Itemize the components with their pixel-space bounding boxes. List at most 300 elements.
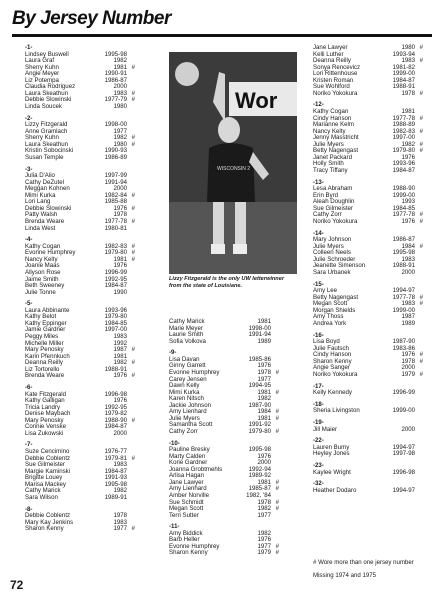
player-name: Amy Biddick xyxy=(169,529,203,537)
jersey-group xyxy=(313,102,441,174)
player-name: Laura Skeathun xyxy=(25,89,69,97)
player-years: 1987 xyxy=(113,346,127,354)
player-name: Lauren Bumy xyxy=(313,443,350,451)
player-years: 1996-99 xyxy=(392,389,415,397)
player-years: 1977-78 xyxy=(392,114,415,122)
player-name: Sara Urbanek xyxy=(313,268,351,276)
player-name: Nancy Kelty xyxy=(313,127,346,135)
player-name: Julie Fautsch xyxy=(313,344,349,352)
player-name: Korie Gardner xyxy=(169,459,208,467)
player-name: Debbie Coblentz xyxy=(25,454,71,462)
header-rule xyxy=(12,34,432,37)
jersey-number: -14- xyxy=(313,229,324,237)
multi-number-mark: # xyxy=(131,204,135,212)
player-name: Erin Byrd xyxy=(313,191,339,199)
multi-number-mark: # xyxy=(419,357,423,365)
player-name: Angie Sanger xyxy=(313,364,350,372)
player-years: 1983 xyxy=(113,89,127,97)
jersey-number: -6- xyxy=(25,383,33,391)
player-years: 1997-98 xyxy=(392,450,415,458)
multi-number-mark: # xyxy=(131,372,135,380)
player-name: Debbie Coblentz xyxy=(25,512,71,520)
player-name: Debbie Slowinski xyxy=(25,96,72,104)
player-name: Kaylee Wright xyxy=(313,468,351,476)
player-name: Margie Kaminski xyxy=(25,467,71,475)
player-name: Lindsey Buswell xyxy=(25,50,69,58)
player-name: Morgan Shields xyxy=(313,306,356,314)
player-years: 1996-98 xyxy=(104,390,127,398)
player-years: 1992 xyxy=(113,339,127,347)
player-years: 1994-95 xyxy=(248,382,271,390)
player-name: Brenda Weare xyxy=(25,218,65,225)
multi-number-mark: # xyxy=(131,191,135,199)
player-name: Amber Norville xyxy=(169,491,209,499)
multi-number-mark: # xyxy=(419,300,423,308)
player-name: Jane Lawyer xyxy=(169,478,204,486)
player-years: 1982 xyxy=(113,487,127,495)
player-years: 1982 xyxy=(257,529,271,537)
player-name: Meggan Kohnen xyxy=(25,185,70,193)
player-years: 1986-89 xyxy=(104,153,127,161)
player-years: 1991-92 xyxy=(248,421,271,429)
player-row xyxy=(25,226,153,233)
player-years: 1979-80 xyxy=(104,313,127,321)
player-years: 1977 xyxy=(113,525,127,533)
player-name: Nancy Kelty xyxy=(25,255,58,263)
player-years: 2000 xyxy=(401,268,415,276)
jersey-number: -7- xyxy=(25,441,33,449)
player-years: 1983 xyxy=(113,461,127,469)
player-years: 1997-99 xyxy=(104,172,127,180)
player-years: 1982 xyxy=(113,359,127,367)
player-name: Andrea York xyxy=(313,319,347,327)
player-years: 1977 xyxy=(257,511,271,519)
jersey-group xyxy=(169,319,297,345)
player-row xyxy=(169,429,297,436)
player-name: Sue Schmidt xyxy=(169,498,204,506)
roster-column-2 xyxy=(169,319,297,562)
jersey-number: -18- xyxy=(313,400,324,408)
player-years: 1977-78 xyxy=(104,218,127,225)
player-years: 1977 xyxy=(257,375,271,383)
player-years: 1981 xyxy=(257,478,271,486)
multi-number-mark: # xyxy=(131,249,135,257)
player-name: Colleen Neels xyxy=(313,249,351,257)
player-years: 1979-82 xyxy=(104,410,127,418)
player-years: 1981 xyxy=(113,63,127,71)
player-years: 1994-97 xyxy=(392,287,415,295)
player-years: 1976 xyxy=(401,153,415,161)
player-name: Kelli Luther xyxy=(313,50,344,58)
jersey-number: -32- xyxy=(313,480,324,488)
player-years: 1993 xyxy=(401,198,415,206)
player-name: Heyley Jones xyxy=(313,450,350,458)
player-years: 1988-89 xyxy=(392,121,415,129)
player-years: 1995-98 xyxy=(248,446,271,454)
multi-number-mark: # xyxy=(419,293,423,301)
multi-number-mark: # xyxy=(131,242,135,250)
player-years: 2000 xyxy=(113,429,127,437)
jersey-number: -8- xyxy=(25,505,33,513)
player-name: Evonne Humphrey xyxy=(169,542,220,550)
player-name: Sharon Kenny xyxy=(25,525,64,533)
player-name: Sheria Livingston xyxy=(313,407,360,415)
player-row xyxy=(313,408,441,415)
player-name: Laura Graf xyxy=(25,57,55,65)
player-years: 1980-81 xyxy=(104,224,127,232)
jersey-number: -17- xyxy=(313,382,324,390)
player-years: 2000 xyxy=(113,185,127,193)
jersey-number: -23- xyxy=(313,461,324,469)
player-years: 1999-00 xyxy=(392,191,415,199)
jersey-group xyxy=(25,385,153,437)
player-name: Mary Johnson xyxy=(313,236,352,244)
jersey-group xyxy=(313,45,441,97)
player-years: 1993-94 xyxy=(392,50,415,58)
player-years: 1976 xyxy=(257,362,271,370)
jersey-group xyxy=(25,45,153,111)
player-name: Julia D'Alio xyxy=(25,172,55,180)
player-name: Sue Gilmeister xyxy=(313,204,353,212)
player-name: Lori Lang xyxy=(25,198,51,206)
player-row xyxy=(25,373,153,380)
player-name: Mary Penosky xyxy=(25,416,64,424)
player-years: 1991-94 xyxy=(248,331,271,339)
multi-number-mark: # xyxy=(275,485,279,493)
player-years: 1987 xyxy=(401,313,415,321)
jersey-number: -1- xyxy=(25,44,33,51)
player-years: 1987-90 xyxy=(392,338,415,346)
roster-notes xyxy=(313,560,441,585)
player-years: 1989-91 xyxy=(104,493,127,501)
player-years: 1984-85 xyxy=(392,204,415,212)
player-name: Jill Maier xyxy=(313,425,338,433)
player-years: 1981 xyxy=(401,108,415,116)
player-years: 1980 xyxy=(113,102,127,110)
player-name: Mary Penosky xyxy=(25,346,64,354)
player-name: Karen Nitsch xyxy=(169,395,204,403)
player-years: 1976 xyxy=(257,452,271,460)
player-name: Jaime Smith xyxy=(25,275,59,283)
multi-number-mark: # xyxy=(419,44,423,51)
player-years: 2000 xyxy=(257,459,271,467)
player-name: Liz Tortorello xyxy=(25,365,60,373)
player-years: 1978 xyxy=(113,512,127,520)
player-name: Linda Soucek xyxy=(25,102,62,110)
player-name: Betty Nagengast xyxy=(313,147,359,155)
player-years: 1998-00 xyxy=(104,121,127,129)
player-years: 1992-95 xyxy=(104,403,127,411)
player-row xyxy=(169,550,297,557)
player-name: Brigitte Louey xyxy=(25,474,63,482)
multi-number-mark: # xyxy=(419,127,423,135)
player-name: Amy Lienhard xyxy=(169,408,207,416)
player-row xyxy=(25,155,153,162)
multi-number-mark: # xyxy=(131,525,135,533)
player-years: 1982, '84 xyxy=(246,491,271,499)
player-years: 1994-97 xyxy=(392,443,415,451)
player-years: 1999-00 xyxy=(392,70,415,78)
player-years: 1979-80 xyxy=(392,147,415,155)
jersey-number: -15- xyxy=(313,280,324,288)
multi-number-mark: # xyxy=(275,505,279,513)
player-name: Jamie Gardner xyxy=(25,326,66,334)
player-name: Mimi Kurka xyxy=(169,388,200,396)
player-name: Kathy Eppinger xyxy=(25,319,67,327)
jersey-group xyxy=(313,481,441,494)
player-years: 1979-81 xyxy=(104,454,127,462)
player-name: Holly Smith xyxy=(313,160,344,168)
player-row xyxy=(313,470,441,477)
multi-number-mark: # xyxy=(419,217,423,225)
player-years: 1976 xyxy=(113,397,127,405)
player-years: 1983-86 xyxy=(392,344,415,352)
player-name: Deanna Reilly xyxy=(25,359,63,367)
player-name: Cindy Hanson xyxy=(313,351,352,359)
player-name: Debbie Slowinski xyxy=(25,204,72,212)
multi-number-mark: # xyxy=(131,140,135,148)
player-years: 1982 xyxy=(257,505,271,513)
jersey-group xyxy=(169,350,297,435)
multi-number-mark: # xyxy=(419,147,423,155)
player-name: Peggy Miles xyxy=(25,333,59,341)
player-years: 1981-82 xyxy=(392,63,415,71)
player-name: Joanie Maas xyxy=(25,262,60,270)
player-name: Cathy Marick xyxy=(169,318,205,325)
player-years: 1982 xyxy=(113,57,127,65)
player-years: 1982-83 xyxy=(104,242,127,250)
player-years: 1984 xyxy=(401,242,415,250)
player-name: Susan Temple xyxy=(25,153,64,161)
player-years: 1989 xyxy=(401,319,415,327)
player-name: Samantha Scott xyxy=(169,421,213,429)
player-years: 1984-87 xyxy=(104,423,127,431)
player-name: Evonne Humphrey xyxy=(25,249,76,257)
player-name: Cathy Zorr xyxy=(169,427,198,435)
multi-number-mark: # xyxy=(275,478,279,486)
jersey-group xyxy=(25,507,153,533)
player-years: 1996-98 xyxy=(392,468,415,476)
player-name: Marianne Kelm xyxy=(313,121,354,129)
player-name: Lesa Abraham xyxy=(313,185,353,193)
player-row xyxy=(25,431,153,438)
player-years: 1995-98 xyxy=(104,50,127,58)
jersey-group xyxy=(169,441,297,520)
player-years: 1976 xyxy=(113,204,127,212)
banner-text: Wor xyxy=(235,88,278,113)
player-name: Noriko Yokokura xyxy=(313,370,358,378)
jersey-number: -4- xyxy=(25,236,33,244)
player-years: 1989-92 xyxy=(248,472,271,480)
jersey-group xyxy=(169,524,297,557)
player-name: Laurie Smith xyxy=(169,331,204,339)
jersey-number: -13- xyxy=(313,178,324,186)
player-years: 1980 xyxy=(113,140,127,148)
player-years: 1987-90 xyxy=(248,401,271,409)
player-years: 1984-85 xyxy=(104,319,127,327)
player-name: Arlisa Hagan xyxy=(169,472,204,480)
jersey-group xyxy=(313,463,441,476)
player-years: 1983 xyxy=(113,333,127,341)
player-name: Joanna Grobtmehls xyxy=(169,465,223,473)
player-name: Suze Cencimino xyxy=(25,448,70,456)
player-name: Liz Potempa xyxy=(25,76,59,84)
page-header xyxy=(12,8,432,36)
multi-number-mark: # xyxy=(275,498,279,506)
player-name: Tracy Tiffany xyxy=(313,166,348,174)
jersey-group xyxy=(313,384,441,397)
player-name: Jackie Johnson xyxy=(169,401,212,409)
player-name: Anne Gramlach xyxy=(25,127,68,135)
multi-number-mark: # xyxy=(131,134,135,142)
player-years: 1981 xyxy=(257,388,271,396)
player-name: Karin Pfennkuch xyxy=(25,352,70,360)
multi-number-mark: # xyxy=(131,63,135,71)
multi-number-mark: # xyxy=(275,408,279,416)
player-years: 1986-87 xyxy=(392,236,415,244)
jersey-number: -16- xyxy=(313,331,324,339)
player-years: 1983 xyxy=(113,518,127,526)
player-years: 1981 xyxy=(113,255,127,263)
player-name: Jane Lawyer xyxy=(313,44,348,51)
player-photo xyxy=(169,52,297,274)
player-name: Deanna Reilly xyxy=(313,57,351,65)
player-name: Julie Myers xyxy=(313,242,344,250)
player-name: Lisa Davan xyxy=(169,355,200,363)
player-years: 1976 xyxy=(401,351,415,359)
player-name: Kathy Cogan xyxy=(313,108,349,116)
jersey-group xyxy=(313,180,441,226)
player-name: Barb Heller xyxy=(169,536,200,544)
player-years: 1980 xyxy=(401,44,415,51)
player-years: 1976-77 xyxy=(104,448,127,456)
player-name: Julie Myers xyxy=(169,414,200,422)
player-name: Megan Scott xyxy=(169,505,204,513)
jersey-group xyxy=(25,167,153,233)
player-name: Sharon Kenny xyxy=(313,357,352,365)
player-name: Sue Gilmeister xyxy=(25,461,65,469)
player-name: Betty Nagengast xyxy=(313,293,359,301)
multi-number-mark: # xyxy=(419,89,423,97)
player-name: Lisa Zukowski xyxy=(25,429,64,437)
player-years: 1976 xyxy=(113,262,127,270)
player-name: Evonne Humphrey xyxy=(169,368,220,376)
player-years: 1983 xyxy=(401,300,415,308)
player-row xyxy=(313,488,441,495)
player-name: Kathy Belot xyxy=(25,313,57,321)
player-name: Pauline Bresky xyxy=(169,446,210,454)
player-years: 1999-00 xyxy=(392,306,415,314)
player-name: Laura Skeathun xyxy=(25,140,69,148)
player-years: 1984-87 xyxy=(392,76,415,84)
player-name: Mimi Kurka xyxy=(25,191,56,199)
player-years: 1976 xyxy=(113,372,127,380)
player-years: 1979 xyxy=(401,370,415,378)
player-years: 1977-78 xyxy=(392,211,415,219)
player-name: Cindy Hanson xyxy=(313,114,352,122)
multi-number-mark: # xyxy=(419,370,423,378)
player-name: Noriko Yokokura xyxy=(313,89,358,97)
page-title: By Jersey Number xyxy=(12,8,171,29)
player-years: 1989 xyxy=(257,337,271,345)
player-years: 1992-95 xyxy=(104,275,127,283)
player-name: Amy Thoss xyxy=(313,313,344,321)
player-name: Julie Schroeder xyxy=(313,255,356,263)
player-years: 1994-97 xyxy=(392,486,415,494)
player-row xyxy=(25,290,153,297)
player-years: 1984-87 xyxy=(392,166,415,174)
player-years: 1979 xyxy=(257,549,271,557)
multi-number-mark: # xyxy=(275,414,279,422)
player-name: Cathy Zorr xyxy=(313,211,342,219)
player-name: Carey Jensen xyxy=(169,375,207,383)
player-years: 1984-87 xyxy=(104,282,127,290)
player-name: Sue Wohlford xyxy=(313,83,350,91)
player-years: 1988-90 xyxy=(392,185,415,193)
multi-number-mark: # xyxy=(419,351,423,359)
player-name: Janet Packard xyxy=(313,153,352,161)
jersey-group xyxy=(313,231,441,277)
jersey-number: -9- xyxy=(169,349,177,357)
player-name: Sonya Rencevicz xyxy=(313,63,361,71)
player-name: Tricia Landry xyxy=(25,403,60,411)
player-row xyxy=(313,390,441,397)
player-row xyxy=(313,168,441,175)
jersey-group xyxy=(25,116,153,162)
player-name: Cathy Marick xyxy=(25,487,61,495)
player-years: 1981 xyxy=(113,352,127,360)
player-name: Sara Wilson xyxy=(25,493,58,501)
player-row xyxy=(313,427,441,434)
jersey-number: -3- xyxy=(25,165,33,173)
player-years: 1998-00 xyxy=(248,324,271,332)
jersey-number: -22- xyxy=(313,437,324,445)
player-row xyxy=(25,526,153,533)
multi-number-mark: # xyxy=(131,346,135,354)
jersey-group xyxy=(25,301,153,380)
player-years: 1978 xyxy=(257,368,271,376)
player-name: Lisa Boyd xyxy=(313,338,340,346)
player-name: Marisa Mackey xyxy=(25,480,66,488)
multi-number-mark: # xyxy=(275,368,279,376)
player-name: Julie Tonne xyxy=(25,288,56,296)
player-name: Heather Dodaro xyxy=(313,486,357,494)
jersey-group xyxy=(313,420,441,433)
player-years: 1978 xyxy=(257,498,271,506)
jersey-group xyxy=(313,402,441,415)
player-name: Julie Myers xyxy=(313,140,344,148)
multi-number-mark: # xyxy=(131,96,135,104)
player-row xyxy=(169,513,297,520)
player-years: 1988-91 xyxy=(392,83,415,91)
jersey-number: -12- xyxy=(313,101,324,109)
player-years: 1984 xyxy=(257,408,271,416)
jersey-number: -2- xyxy=(25,114,33,122)
player-years: 1982 xyxy=(401,140,415,148)
player-years: 1978 xyxy=(113,211,127,219)
player-row xyxy=(25,104,153,111)
player-name: Aleah Doughlin xyxy=(313,198,355,206)
jersey-number: -11- xyxy=(169,523,180,531)
player-name: Terri Sutter xyxy=(169,511,199,519)
jersey-number: -10- xyxy=(169,439,180,447)
player-name: Denise Maybach xyxy=(25,410,71,418)
player-years: 1978 xyxy=(401,89,415,97)
player-years: 2000 xyxy=(113,83,127,91)
player-years: 1988-90 xyxy=(104,416,127,424)
player-name: Marie Meyer xyxy=(169,324,203,332)
multi-number-mark: # xyxy=(275,549,279,557)
